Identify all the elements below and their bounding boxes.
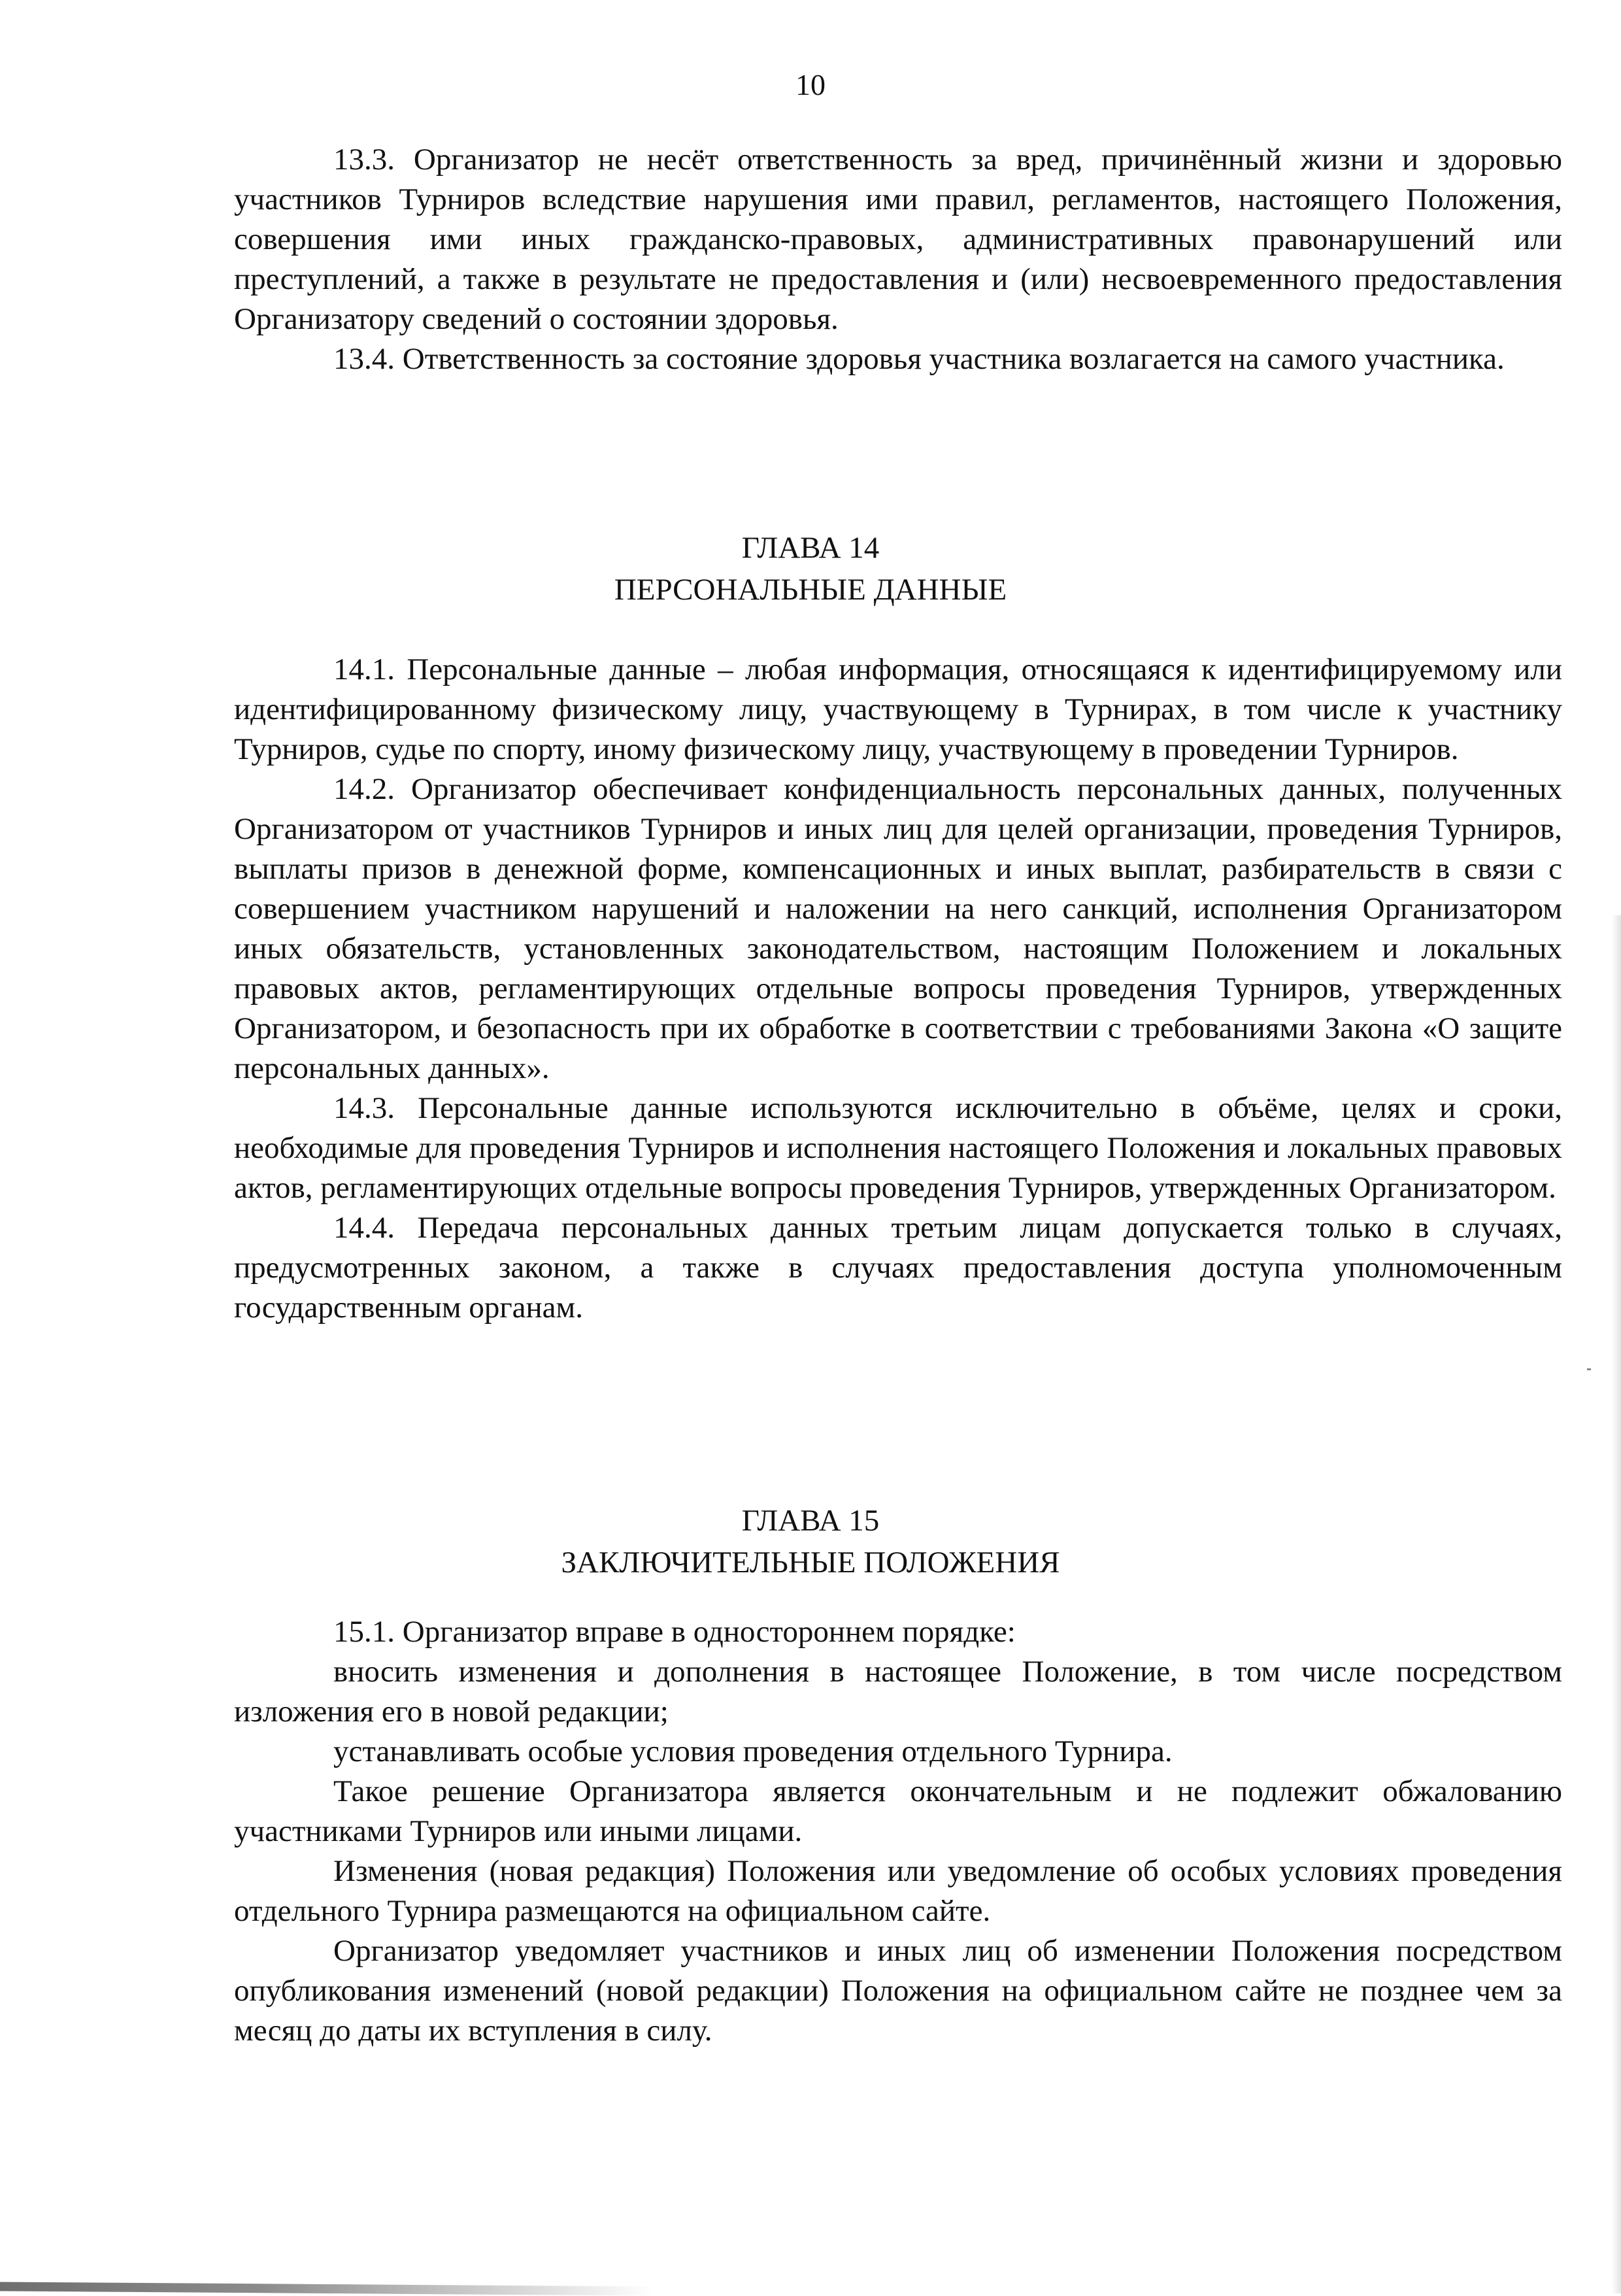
paragraph-15-1-item-2: устанавливать особые условия проведения отдельного Турнира. bbox=[333, 1734, 1173, 1768]
paragraph-14-3: 14.3. Персональные данные используются исключительно в объёме, целях и сроки, необходимые для проведения Турниров и исполнения настоящего Положения и локальных правовых актов, регламентирующих отдельные вопросы проведения Турниров, утвержденных Организатором. bbox=[234, 1091, 1562, 1205]
paragraph-14-2: 14.2. Организатор обеспечивает конфиденциальность персональных данных, полученных Организатором от участников Турниров и иных лиц для целей организации, проведения Турниров, выплаты призов в денежной форме, компенсационных и иных выплат, разбирательств в связи с совершением участником нарушений и наложении на него санкций, исполнения Организатором иных обязательств, установленных законодательством, настоящим Положением и локальных правовых актов, регламентирующих отдельные вопросы проведения Турниров, утвержденных Организатором, и безопасность при их обработке в соответствии с требованиями Закона «О защите персональных данных». bbox=[234, 772, 1562, 1085]
scan-edge-shadow-bottom bbox=[0, 2282, 654, 2296]
chapter-14-header bbox=[0, 527, 1621, 611]
chapter-15-body bbox=[234, 1612, 1562, 2051]
chapter-14-number: ГЛАВА 14 bbox=[741, 531, 880, 565]
chapter-14-title: ПЕРСОНАЛЬНЫЕ ДАННЫЕ bbox=[614, 573, 1007, 607]
chapter-15-number: ГЛАВА 15 bbox=[741, 1504, 880, 1538]
paragraph-15-decision: Такое решение Организатора является окончательным и не подлежит обжалованию участниками Турниров или иными лицами. bbox=[234, 1774, 1562, 1848]
paragraph-13-4: 13.4. Ответственность за состояние здоровья участника возлагается на самого участника. bbox=[333, 342, 1505, 376]
paragraph-15-1-item-1: вносить изменения и дополнения в настоящее Положение, в том числе посредством изложения его в новой редакции; bbox=[234, 1655, 1562, 1729]
page-number: 10 bbox=[795, 68, 826, 101]
scan-edge-shadow-right bbox=[1612, 915, 1621, 2293]
paragraph-15-publication: Изменения (новая редакция) Положения или уведомление об особых условиях проведения отдельного Турнира размещаются на официальном сайте. bbox=[234, 1854, 1562, 1928]
chapter-15-title: ЗАКЛЮЧИТЕЛЬНЫЕ ПОЛОЖЕНИЯ bbox=[561, 1545, 1060, 1579]
paragraph-13-3: 13.3. Организатор не несёт ответственность за вред, причинённый жизни и здоровью участников Турниров вследствие нарушения ими правил, регламентов, настоящего Положения, совершения ими иных гражданско-правовых, административных правонарушений или преступлений, а также в результате не предоставления и (или) несвоевременного предоставления Организатору сведений о состоянии здоровья. bbox=[234, 143, 1562, 336]
paragraph-15-notification: Организатор уведомляет участников и иных лиц об изменении Положения посредством опубликования изменений (новой редакции) Положения на официальном сайте не позднее чем за месяц до даты их вступления в силу. bbox=[234, 1934, 1562, 2048]
section-13-body bbox=[234, 140, 1562, 379]
paragraph-15-1: 15.1. Организатор вправе в одностороннем порядке: bbox=[333, 1615, 1016, 1649]
scan-speck bbox=[1587, 1368, 1591, 1370]
paragraph-14-4: 14.4. Передача персональных данных третьим лицам допускается только в случаях, предусмотренных законом, а также в случаях предоставления доступа уполномоченным государственным органам. bbox=[234, 1211, 1562, 1325]
chapter-14-body bbox=[234, 650, 1562, 1328]
chapter-15-header bbox=[0, 1500, 1621, 1583]
paragraph-14-1: 14.1. Персональные данные – любая информация, относящаяся к идентифицируемому или идентифицированному физическому лицу, участвующему в Турнирах, в том числе к участнику Турниров, судье по спорту, иному физическому лицу, участвующему в проведении Турниров. bbox=[234, 652, 1562, 766]
